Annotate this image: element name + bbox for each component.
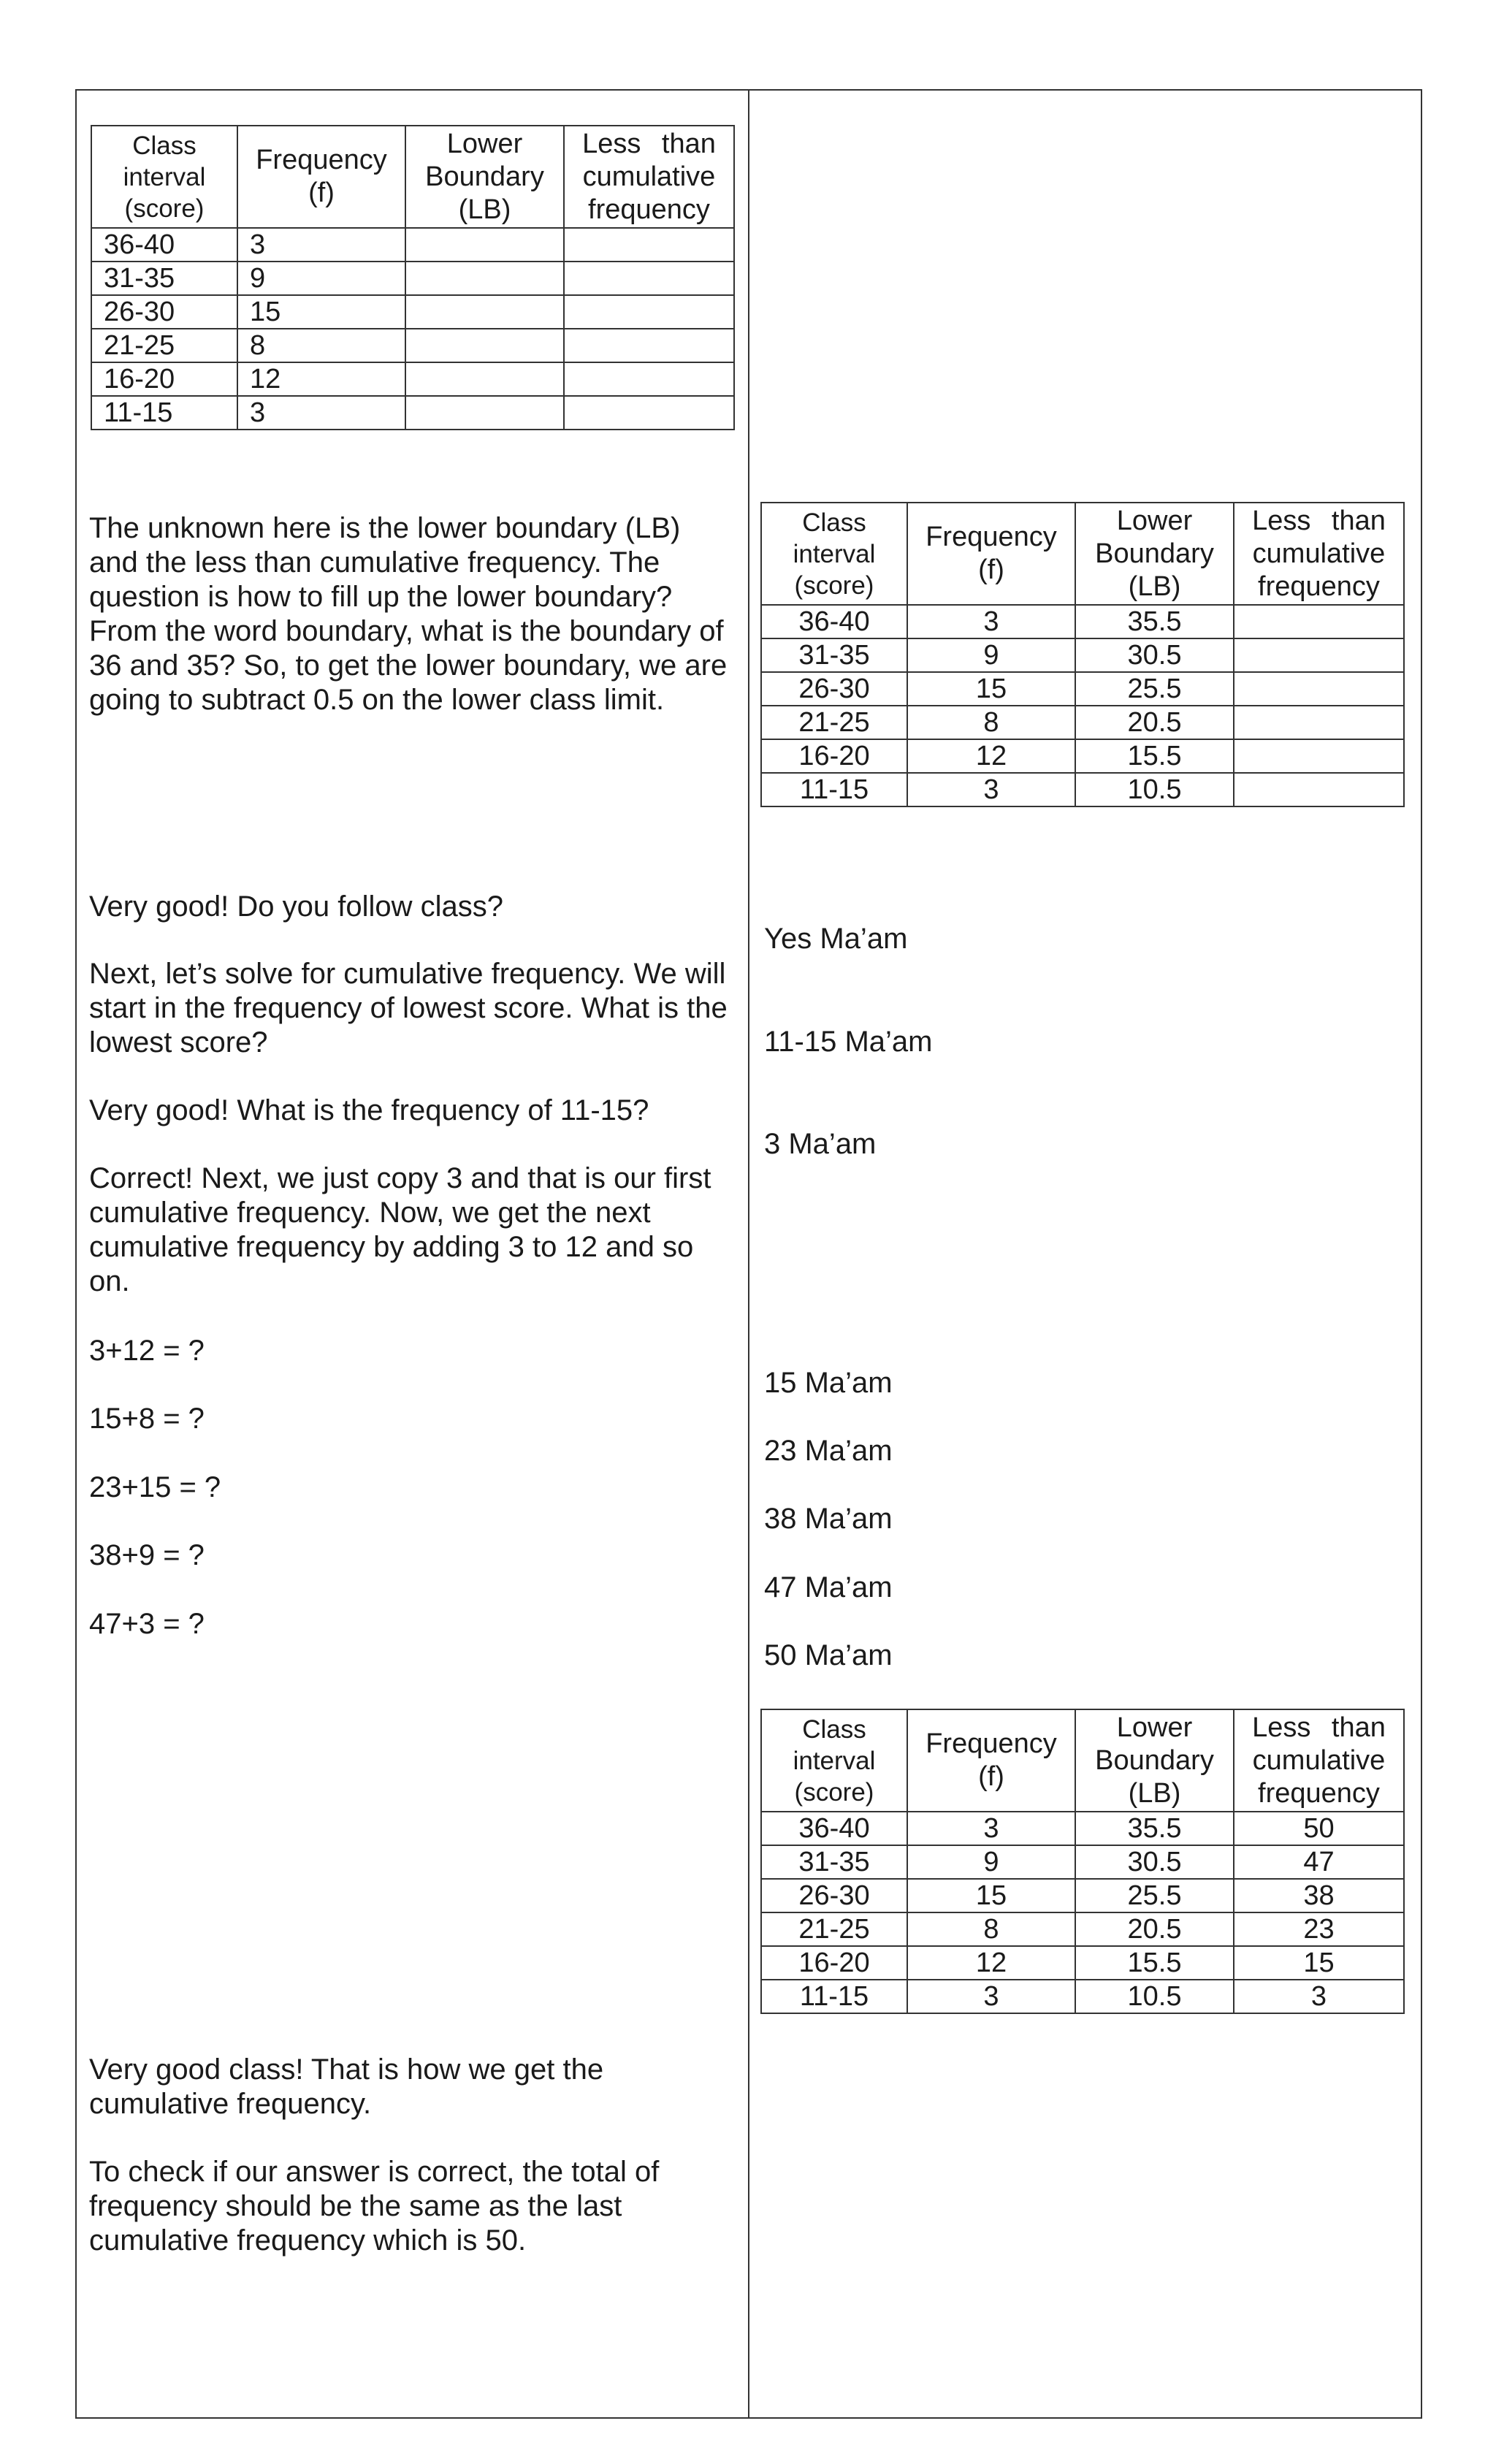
table-row: 11-15 3 10.5 3 — [761, 1980, 1404, 2013]
header-class-interval: Class interval (score) — [761, 503, 907, 605]
table-row: 11-15 3 10.5 — [761, 773, 1404, 806]
table-row: 36-40 3 — [91, 228, 734, 262]
check-answer-text: To check if our answer is correct, the total of frequency should be the same as the last cumulative frequency which is 50. — [89, 2156, 660, 2257]
table-row: 36-40 3 35.5 — [761, 605, 1404, 638]
table-header-row — [761, 1709, 1404, 1812]
frequency-table-complete — [760, 1709, 1405, 2014]
sum-question-2: 15+8 = ? — [89, 1403, 205, 1435]
header-lower-boundary: Lower Boundary (LB) — [405, 126, 564, 228]
table-row: 31-35 9 30.5 — [761, 638, 1404, 672]
copy-three-instruction: Correct! Next, we just copy 3 and that is our first cumulative frequency. Now, we get the next cumulative frequency by adding 3 to 12 and so on. — [89, 1162, 711, 1297]
header-frequency: Frequency (f) — [907, 1709, 1075, 1812]
table-row: 16-20 12 15.5 15 — [761, 1946, 1404, 1980]
lower-boundary-explanation: The unknown here is the lower boundary (LB) and the less than cumulative frequency. The question is how to fill up the lower boundary? From the word boundary, what is the boundary of 36 and 35? So, to get the lower boundary, we are going to subtract 0.5 on the lower class limit. — [89, 512, 728, 716]
table-row: 21-25 8 — [91, 329, 734, 362]
table-row: 11-15 3 — [91, 396, 734, 430]
frequency-question: Very good! What is the frequency of 11-15? — [89, 1094, 649, 1126]
header-cumulative: Less than cumulative frequency — [1234, 1709, 1404, 1812]
table-row: 31-35 9 — [91, 262, 734, 295]
frequency-table-lower-boundary — [760, 502, 1405, 807]
student-answer-frequency: 3 Ma’am — [764, 1128, 877, 1160]
table-row: 21-25 8 20.5 — [761, 706, 1404, 739]
column-divider — [748, 89, 749, 2419]
sum-question-1: 3+12 = ? — [89, 1335, 205, 1367]
conclusion-text: Very good class! That is how we get the cumulative frequency. — [89, 2053, 604, 2120]
table-row: 26-30 15 25.5 — [761, 672, 1404, 706]
frequency-table-blank — [91, 125, 735, 430]
student-answer-yes: Yes Ma’am — [764, 923, 908, 955]
table-header-row — [761, 503, 1404, 605]
student-answer-47: 47 Ma’am — [764, 1571, 893, 1603]
student-answer-23: 23 Ma’am — [764, 1435, 893, 1467]
student-answer-50: 50 Ma’am — [764, 1639, 893, 1671]
header-frequency: Frequency (f) — [907, 503, 1075, 605]
follow-question: Very good! Do you follow class? — [89, 890, 503, 923]
table-row: 36-40 3 35.5 50 — [761, 1812, 1404, 1845]
table-row: 16-20 12 15.5 — [761, 739, 1404, 773]
table-row: 26-30 15 — [91, 295, 734, 329]
header-class-interval: Class interval (score) — [761, 1709, 907, 1812]
header-cumulative: Less than cumulative frequency — [564, 126, 734, 228]
table-header-row — [91, 126, 734, 228]
student-answer-15: 15 Ma’am — [764, 1367, 893, 1399]
table-row: 16-20 12 — [91, 362, 734, 396]
table-row: 21-25 8 20.5 23 — [761, 1912, 1404, 1946]
sum-question-4: 38+9 = ? — [89, 1539, 205, 1571]
student-answer-38: 38 Ma’am — [764, 1503, 893, 1535]
table-row: 26-30 15 25.5 38 — [761, 1879, 1404, 1912]
student-answer-lowest-score: 11-15 Ma’am — [764, 1026, 933, 1058]
header-lower-boundary: Lower Boundary (LB) — [1075, 1709, 1234, 1812]
header-frequency: Frequency (f) — [237, 126, 405, 228]
next-cumulative-instruction: Next, let’s solve for cumulative frequency. We will start in the frequency of lowest score. What is the lowest score? — [89, 958, 728, 1059]
header-class-interval: Class interval (score) — [91, 126, 237, 228]
header-cumulative: Less than cumulative frequency — [1234, 503, 1404, 605]
sum-question-5: 47+3 = ? — [89, 1608, 205, 1640]
sum-question-3: 23+15 = ? — [89, 1471, 221, 1503]
table-row: 31-35 9 30.5 47 — [761, 1845, 1404, 1879]
header-lower-boundary: Lower Boundary (LB) — [1075, 503, 1234, 605]
